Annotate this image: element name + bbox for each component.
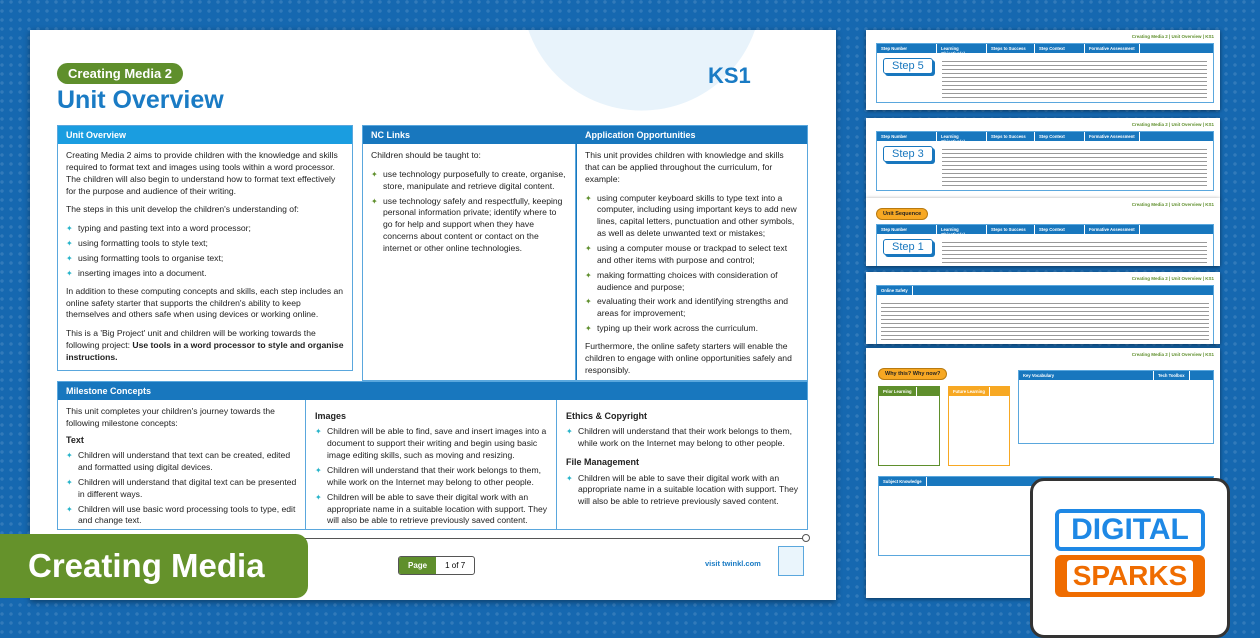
col-header: Step Context: [1035, 225, 1085, 234]
col-header: Steps to Success: [987, 44, 1035, 53]
col-header: Tech Toolbox: [1154, 371, 1190, 380]
unit-sequence-label: Unit Sequence: [876, 208, 928, 220]
col-header: Prior Learning: [879, 387, 917, 396]
safety-text: In addition to these computing concepts and skills, each step includes an online safety starter that supports the children's ability to keep themselves and others safe when using devices or working online.: [66, 285, 344, 320]
col-header: Step Number: [877, 132, 937, 141]
list-item: ✦ evaluating their work and identifying strengths and areas for improvement;: [585, 296, 799, 320]
thumbnail-step-1[interactable]: [866, 198, 1220, 266]
unit-overview-heading: Unit Overview: [58, 126, 352, 144]
list-item: ✦ typing up their work across the curriculum.: [585, 323, 799, 335]
col-header: Formative Assessment: [1085, 132, 1140, 141]
unit-pill: Creating Media 2: [57, 63, 183, 84]
col-header: Step Context: [1035, 132, 1085, 141]
app-outro: Furthermore, the online safety starters will enable the children to engage with online opportunities safely and responsibly.: [585, 341, 792, 375]
list-item: ✦ Children will understand that their work belongs to them, while work on the Internet may belong to other people.: [315, 465, 548, 489]
intro-text: Creating Media 2 aims to provide children with the knowledge and skills required to format text and images using tools within a word processor. The children will also begin to understand how to format text effectively for the purpose and audience of their writing.: [66, 150, 338, 196]
breadcrumb: Creating Media 2 | Unit Overview | KS1: [1131, 202, 1214, 207]
col-header: Step Number: [877, 225, 937, 234]
breadcrumb: Creating Media 2 | Unit Overview | KS1: [1131, 34, 1214, 39]
list-item: ✦ use technology purposefully to create, organise, store, manipulate and retrieve digital content.: [371, 169, 567, 193]
col-header: Learning Objective(s): [937, 225, 987, 234]
col-header: Future Learning: [949, 387, 990, 396]
breadcrumb: Creating Media 2 | Unit Overview | KS1: [1131, 352, 1214, 357]
list-item: ✦ making formatting choices with consideration of audience and purpose;: [585, 270, 799, 294]
page-label: Page: [399, 557, 436, 574]
col-header: Formative Assessment: [1085, 225, 1140, 234]
col-header: Step Context: [1035, 44, 1085, 53]
visit-link[interactable]: visit twinkl.com: [705, 559, 761, 568]
list-item: ✦ using computer keyboard skills to type text into a computer, including using important keys to add new lines, capital letters, punctuation and other symbols, as well as delete unwanted text or mistakes;: [585, 193, 799, 240]
col-header: Steps to Success: [987, 132, 1035, 141]
project-intro: This is a 'Big Project' unit and children will be working towards the following project:: [66, 328, 316, 351]
breadcrumb: Creating Media 2 | Unit Overview | KS1: [1131, 276, 1214, 281]
application-heading: Application Opportunities: [585, 130, 696, 140]
list-item: ✦ using a computer mouse or trackpad to select text and other items with purpose and control;: [585, 243, 799, 267]
brand-sparks: SPARKS: [1067, 560, 1194, 592]
nc-application-box: [362, 125, 808, 381]
list-item: ✦ Children will be able to save their digital work with an appropriate name in a suitable location with support. They will also be able to retrieve previously saved content.: [566, 473, 799, 509]
nc-intro: Children should be taught to:: [371, 150, 481, 160]
list-item: ✦ Children will be able to save their digital work with an appropriate name in a suitable location with support. They will also be able to retrieve previously saved content.: [315, 492, 548, 528]
col-header: Learning Objective(s): [937, 44, 987, 53]
thumbnail-step-5[interactable]: [866, 30, 1220, 110]
col-header: Formative Assessment: [1085, 44, 1140, 53]
col-header: Step Number: [877, 44, 937, 53]
project-text: Use tools in a word processor to style and organise instructions.: [66, 340, 344, 363]
unit-overview-box: [57, 125, 353, 371]
footer-dot: [802, 534, 810, 542]
milestone-intro: This unit completes your children's journey towards the following milestone concepts:: [66, 406, 275, 428]
list-item: ✦ Children will understand that their work belongs to them, while work on the Internet may belong to other people.: [566, 426, 799, 450]
list-item: ✦ typing and pasting text into a word processor;: [66, 223, 344, 235]
why-label: Why this? Why now?: [878, 368, 947, 380]
page-value: 1 of 7: [445, 561, 466, 570]
key-stage: KS1: [708, 63, 751, 88]
document-page: [30, 30, 836, 600]
step-label: Step 1: [883, 239, 933, 255]
milestone-heading: Milestone Concepts: [58, 382, 807, 400]
text-title: Text: [66, 434, 84, 445]
page-indicator: [398, 556, 475, 575]
app-intro: This unit provides children with knowledge and skills that can be applied throughout the curriculum, for example:: [585, 150, 784, 184]
list-item: ✦ Children will understand that digital text can be presented in different ways.: [66, 477, 297, 501]
breadcrumb: Creating Media 2 | Unit Overview | KS1: [1131, 122, 1214, 127]
steps-intro: The steps in this unit develop the children's understanding of:: [66, 204, 299, 215]
files-title: File Management: [566, 457, 640, 468]
col-header: Online Safety: [877, 286, 913, 295]
page-title: Unit Overview: [57, 86, 224, 114]
list-item: ✦ use technology safely and respectfully, keeping personal information private; identify where to go for help and support when they have concerns about content or contact on the internet or other online technologies.: [371, 196, 567, 255]
col-header: Steps to Success: [987, 225, 1035, 234]
nc-links-heading: NC Links: [371, 130, 411, 140]
step-label: Step 3: [883, 146, 933, 162]
thumbnail-step-3[interactable]: [866, 118, 1220, 200]
list-item: ✦ using formatting tools to style text;: [66, 238, 344, 250]
steps-list: [66, 223, 344, 279]
col-header: Subject Knowledge: [879, 477, 927, 486]
list-item: ✦ Children will use basic word processing tools to type, edit and change text.: [66, 504, 297, 528]
brand-digital: DIGITAL: [1055, 509, 1205, 551]
thumbnail-online-safety[interactable]: [866, 272, 1220, 344]
digital-sparks-badge: [1030, 478, 1230, 638]
list-item: ✦ Children will be able to find, save and insert images into a document to support their writing and begin using basic image editing skills, such as moving and resizing.: [315, 426, 548, 462]
col-header: Key Vocabulary: [1019, 371, 1154, 380]
milestone-box: [57, 381, 808, 530]
step-label: Step 5: [883, 58, 933, 74]
ethics-title: Ethics & Copyright: [566, 411, 648, 421]
list-item: ✦ using formatting tools to organise text;: [66, 253, 344, 265]
twinkl-logo: [778, 546, 804, 576]
col-header: Learning Objective(s): [937, 132, 987, 141]
images-title: Images: [315, 411, 347, 421]
creating-media-banner: Creating Media: [0, 534, 308, 598]
list-item: ✦ inserting images into a document.: [66, 268, 344, 280]
list-item: ✦ Children will understand that text can be created, edited and formatted using digital devices.: [66, 450, 297, 474]
